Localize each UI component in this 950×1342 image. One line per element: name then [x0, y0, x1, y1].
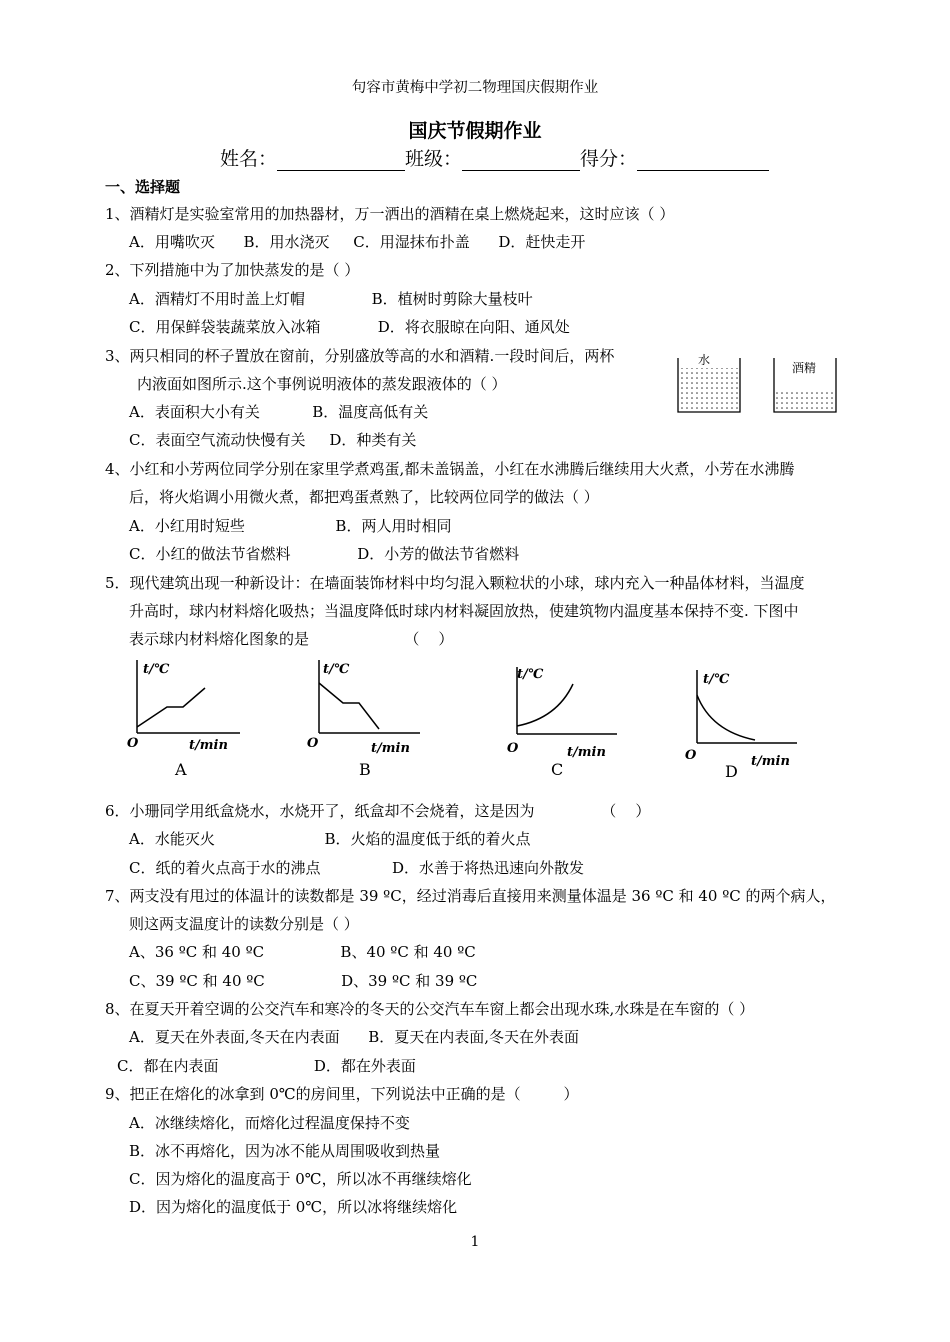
water-cup — [678, 352, 740, 412]
page-title: 国庆节假期作业 — [408, 120, 542, 142]
water-liquid — [679, 368, 739, 411]
graph-d — [685, 665, 805, 783]
graph-c-x-label: t/min — [567, 745, 606, 760]
class-label: 班级： — [405, 148, 463, 170]
question-7-options-ab: A、36 ºC 和 40 ºC B、40 ºC 和 40 ºC — [129, 943, 476, 961]
alcohol-cup-label: 酒精 — [792, 361, 817, 375]
section-heading: 一、选择题 — [105, 178, 181, 196]
question-9-option-b: B．冰不再熔化，因为冰不能从周围吸收到热量 — [129, 1142, 441, 1160]
question-3-options-cd: C．表面空气流动快慢有关 D．种类有关 — [129, 431, 417, 449]
student-info-fields — [220, 144, 769, 171]
graph-c-y-label: t/℃ — [517, 667, 544, 682]
question-5-line-1: 5．现代建筑出现一种新设计：在墙面装饰材料中均匀混入颗粒状的小球，球内充入一种晶体材料，当温度 — [105, 574, 805, 592]
question-6-options-ab: A．水能灭火 B．火焰的温度低于纸的着火点 — [129, 830, 531, 848]
question-3-line-1: 3、两只相同的杯子置放在窗前，分别盛放等高的水和酒精.一段时间后，两杯 — [105, 347, 615, 365]
question-6-options-cd: C．纸的着火点高于水的沸点 D．水善于将热迅速向外散发 — [129, 859, 585, 877]
graph-c-label: C — [551, 760, 564, 779]
water-cup-label: 水 — [698, 353, 711, 367]
graph-a-y-label: t/℃ — [143, 662, 170, 677]
class-blank[interactable] — [462, 150, 580, 171]
question-9-option-a: A．冰继续熔化，而熔化过程温度保持不变 — [129, 1114, 410, 1132]
question-3-options-ab: A．表面积大小有关 B．温度高低有关 — [129, 403, 429, 421]
graph-d-y-label: t/℃ — [703, 672, 730, 687]
question-1-options: A．用嘴吹灭 B．用水浇灭 C．用湿抹布扑盖 D．赶快走开 — [129, 233, 586, 251]
page-number: 1 — [470, 1234, 480, 1250]
graph-b-origin: O — [307, 736, 319, 751]
question-4-line-2: 后，将火焰调小用微火煮，都把鸡蛋煮熟了，比较两位同学的做法（ ） — [129, 488, 599, 506]
question-2-options-ab: A．酒精灯不用时盖上灯帽 B．植树时剪除大量枝叶 — [129, 290, 533, 308]
graph-b-label: B — [359, 760, 371, 779]
graph-b-x-label: t/min — [371, 741, 410, 756]
graph-a-curve — [137, 688, 205, 727]
graph-b — [305, 655, 425, 780]
question-1: 1、酒精灯是实验室常用的加热器材，万一洒出的酒精在桌上燃烧起来，这时应该（ ） — [105, 205, 675, 223]
question-4-line-1: 4、小红和小芳两位同学分别在家里学煮鸡蛋,都未盖锅盖，小红在水沸腾后继续用大火煮，小芳在水沸腾 — [105, 460, 795, 478]
question-4-options-cd: C．小红的做法节省燃料 D．小芳的做法节省燃料 — [129, 545, 520, 563]
score-blank[interactable] — [637, 150, 769, 171]
question-6: 6．小珊同学用纸盒烧水，水烧开了，纸盒却不会烧着，这是因为 （ ） — [105, 802, 651, 820]
name-label: 姓名： — [220, 148, 278, 170]
score-label: 得分： — [580, 148, 638, 170]
cups-figure — [670, 346, 850, 418]
name-blank[interactable] — [277, 150, 405, 171]
question-2-options-cd: C．用保鲜袋装蔬菜放入冰箱 D．将衣服晾在向阳、通风处 — [129, 318, 570, 336]
graph-a-x-label: t/min — [189, 738, 228, 753]
graph-a — [125, 655, 245, 780]
question-7-options-cd: C、39 ºC 和 40 ºC D、39 ºC 和 39 ºC — [129, 972, 478, 990]
question-4-options-ab: A．小红用时短些 B．两人用时相同 — [129, 517, 452, 535]
graph-b-curve — [319, 683, 379, 729]
question-9-option-d: D．因为熔化的温度低于 0℃，所以冰将继续熔化 — [129, 1198, 458, 1216]
question-7-line-1: 7、两支没有甩过的体温计的读数都是 39 ºC，经过消毒后直接用来测量体温是 36 ºC 和 40 ºC 的两个病人， — [105, 887, 836, 905]
question-7-line-2: 则这两支温度计的读数分别是（ ） — [129, 915, 359, 933]
question-2: 2、下列措施中为了加快蒸发的是（ ） — [105, 261, 360, 279]
graph-b-y-label: t/℃ — [323, 662, 350, 677]
graph-d-x-label: t/min — [751, 754, 790, 769]
question-5-line-2: 升高时，球内材料熔化吸热；当温度降低时球内材料凝固放热，使建筑物内温度基本保持不变. 下图中 — [129, 602, 799, 620]
header-school-line: 句容市黄梅中学初二物理国庆假期作业 — [351, 80, 599, 96]
graph-c-origin: O — [507, 741, 519, 756]
graph-a-label: A — [175, 760, 187, 779]
graph-d-origin: O — [685, 748, 697, 763]
graph-a-origin: O — [127, 736, 139, 751]
graph-c-curve — [517, 684, 573, 726]
question-8: 8、在夏天开着空调的公交汽车和寒冷的冬天的公交汽车车窗上都会出现水珠,水珠是在车窗的（ ） — [105, 1000, 755, 1018]
graph-c — [505, 662, 625, 782]
question-9: 9、把正在熔化的冰拿到 0℃的房间里，下列说法中正确的是（ ） — [105, 1085, 579, 1103]
question-8-options-cd: C．都在内表面 D．都在外表面 — [117, 1057, 416, 1075]
alcohol-cup — [774, 358, 836, 412]
graph-d-label: D — [725, 762, 738, 781]
alcohol-liquid — [775, 391, 835, 411]
question-8-options-ab: A．夏天在外表面,冬天在内表面 B．夏天在内表面,冬天在外表面 — [129, 1028, 580, 1046]
question-3-line-2: 内液面如图所示.这个事例说明液体的蒸发跟液体的（ ） — [137, 375, 507, 393]
graph-d-curve — [697, 695, 755, 740]
question-9-option-c: C．因为熔化的温度高于 0℃，所以冰不再继续熔化 — [129, 1170, 472, 1188]
question-5-line-3: 表示球内材料熔化图象的是 （ ） — [129, 630, 454, 648]
